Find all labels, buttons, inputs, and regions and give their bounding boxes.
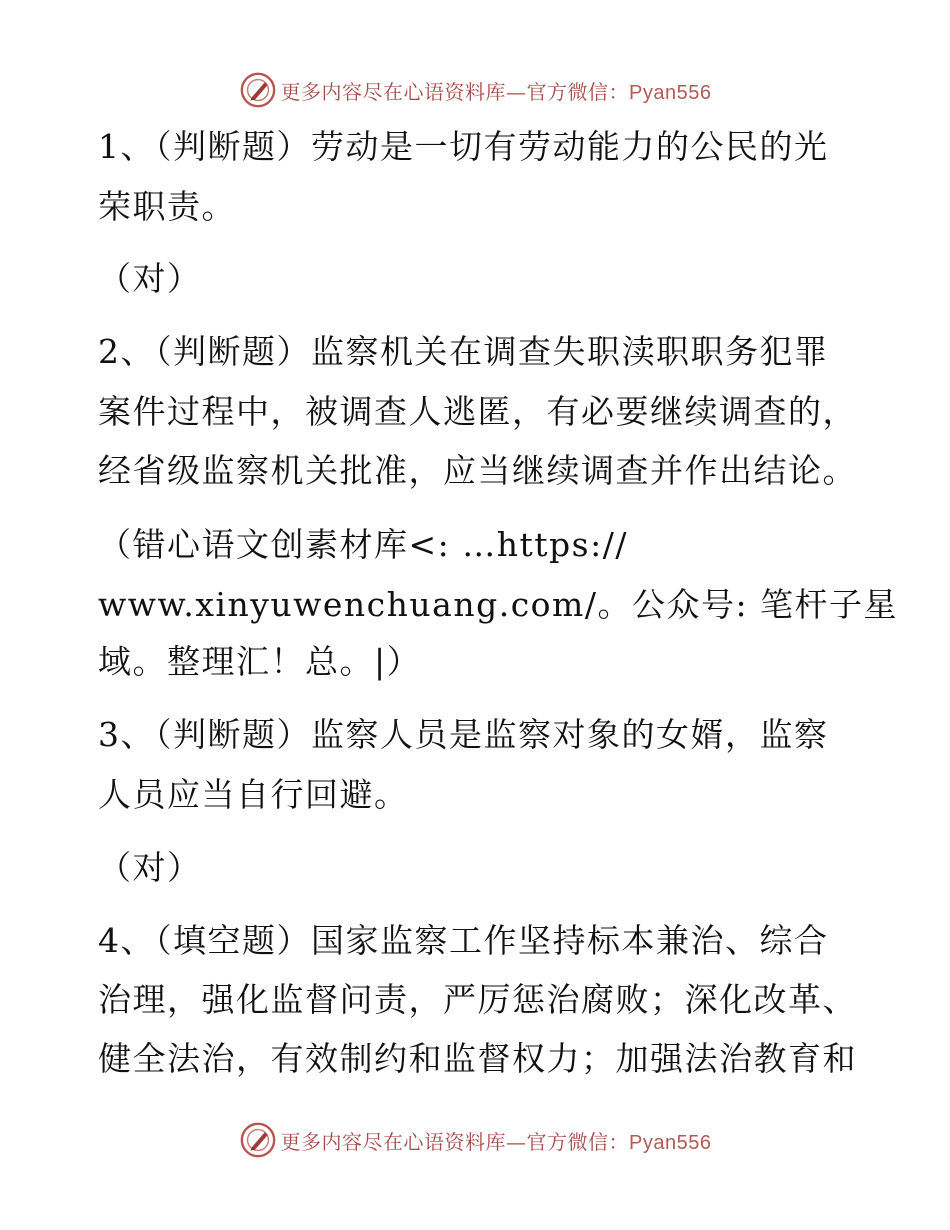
answer-line-1: （对） [98,259,202,298]
answer-line-2-end: 域。整理汇！总。|） [98,642,422,681]
answer-line-2-cont: www.xinyuwenchuang.com/。公众号: 笔杆子星 [98,585,899,624]
footer-banner-account: Pyan556 [629,1131,712,1154]
header-banner-text: 更多内容尽在心语资料库—官方微信： [280,79,630,104]
text-line-6: 3、（判断题）监察人员是监察对象的女婿，监察 [98,715,829,754]
answer-line-2: （错心语文创素材库<: …https:// [98,525,628,564]
text-line-2: 荣职责。 [98,187,236,226]
footer-banner-text: 更多内容尽在心语资料库—官方微信： [280,1129,630,1154]
text-line-7: 人员应当自行回避。 [98,775,409,814]
text-line-3: 2、（判断题）监察机关在调查失职渎职职务犯罪 [98,332,829,371]
text-line-10: 健全法治，有效制约和监督权力；加强法治教育和 [98,1039,857,1078]
footer-watermark-banner [0,1120,950,1160]
answer-line-3: （对） [98,848,202,887]
header-watermark-banner [0,70,950,110]
text-line-9: 治理，强化监督问责，严厉惩治腐败；深化改革、 [98,980,857,1019]
header-banner-account: Pyan556 [629,81,712,104]
pen-logo-icon [239,71,277,109]
text-line-4: 案件过程中，被调查人逃匿，有必要继续调查的， [98,392,857,431]
pen-logo-icon [239,1121,277,1159]
text-line-8: 4、（填空题）国家监察工作坚持标本兼治、综合 [98,921,829,960]
text-line-5: 经省级监察机关批准，应当继续调查并作出结论。 [98,451,857,490]
text-line-1: 1、（判断题）劳动是一切有劳动能力的公民的光 [98,127,829,166]
